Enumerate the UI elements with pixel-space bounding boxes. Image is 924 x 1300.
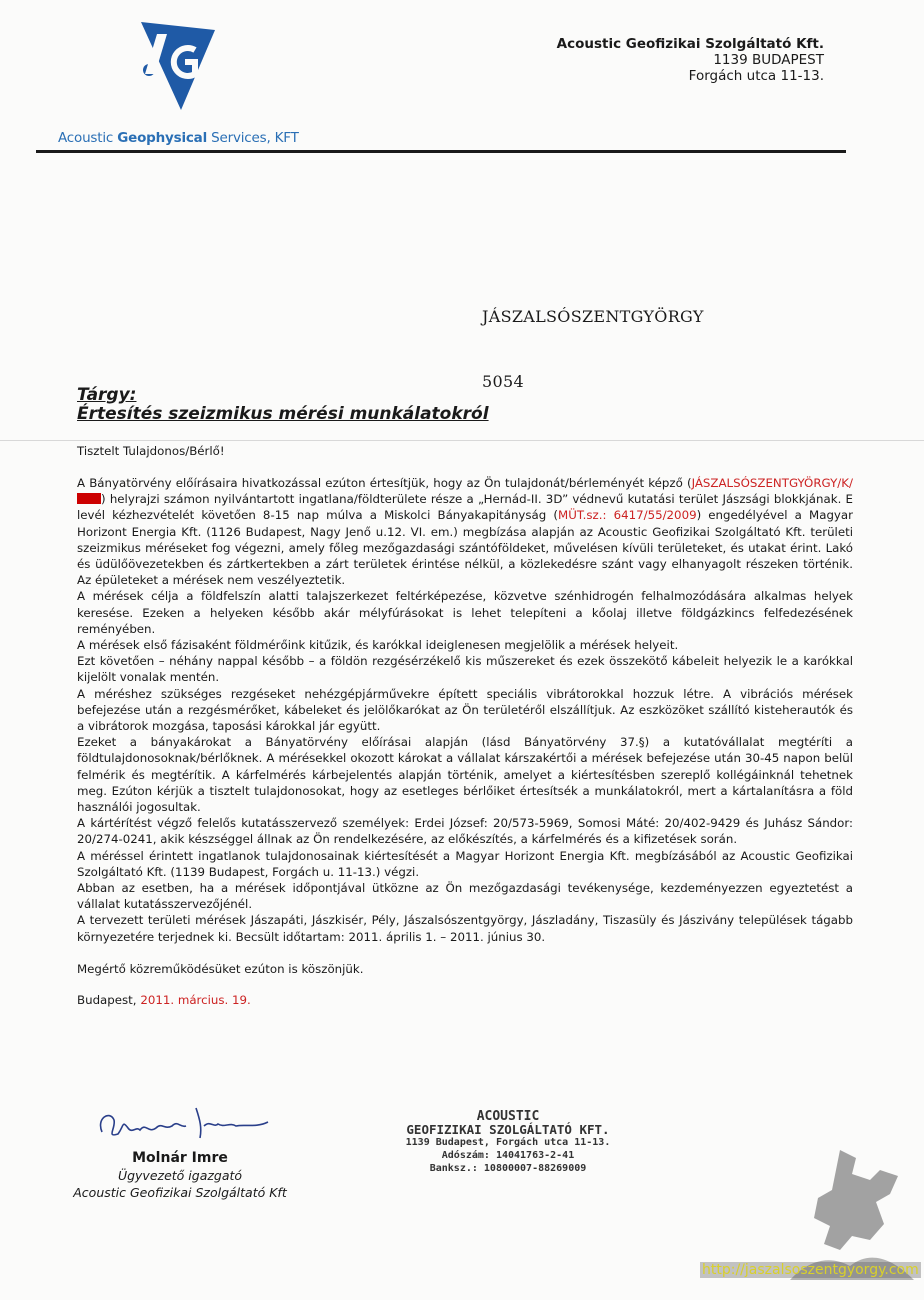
company-city: 1139 BUDAPEST	[713, 52, 824, 68]
paragraph: A méréshez szükséges rezgéseket nehézgépjárművekre épített speciális vibrátorokkal hozzuk létre. A vibrációs mérések befejezése után a rezgésmérőket, kábeleket és jelölőkarókat az Ön területéről elszállítjuk. Az eszközöket szállító kisteherautók és a vibrátorok mozgása, taposási károkkal jár együtt.	[77, 686, 853, 734]
paragraph: A méréssel érintett ingatlanok tulajdonosainak kiértesítését a Magyar Horizont Energia Kft. megbízásából az Acoustic Geofizikai Szolgáltató Kft. (1139 Budapest, Forgách u. 11-13.) végzi.	[77, 848, 853, 879]
permit-number: MÜT.sz.: 6417/55/2009	[558, 508, 697, 523]
paragraph: A mérések első fázisaként földmérőink kitűzik, és karókkal ideiglenesen megjelölik a mérések helyeit.	[77, 638, 679, 653]
paragraph: Ezt követően – néhány nappal később – a földön rezgésérzékelő kis műszereket és ezek összekötő kábeleit helyezik le a karókkal kijelölt vonalak mentén.	[77, 654, 853, 685]
redaction-mark	[77, 493, 101, 504]
recipient-postcode: 5054	[482, 372, 524, 391]
signatory	[60, 1150, 300, 1201]
closing-thanks: Megértő közreműködésüket ezúton is köszönjük.	[77, 962, 364, 976]
subject	[77, 386, 489, 424]
handwritten-signature	[92, 1098, 272, 1148]
paragraph: Abban az esetben, ha a mérések időpontjával ütközne az Ön mezőgazdasági tevékenysége, kezdeményezzen egyeztetést a vállalat kutatásszervezőjénél.	[77, 881, 853, 912]
paragraph: A kártérítést végző felelős kutatásszervező személyek: Erdei József: 20/573-5969, Somosi Máté: 20/402-9429 és Juhász Sándor: 20/274-0241, akik készséggel állnak az Ön rendelkezésére, az előkészítés, a kárfelmérés és a kifizetések során.	[77, 816, 853, 847]
watermark-url: http://jaszalsoszentgyorgy.com	[702, 1262, 919, 1278]
header-divider	[36, 150, 846, 153]
greeting: Tisztelt Tulajdonos/Bérlő!	[77, 444, 225, 458]
subject-title: Értesítés szeizmikus mérési munkálatokról	[77, 404, 489, 424]
closing-date: Budapest, 2011. március. 19.	[77, 993, 251, 1007]
company-logo-icon	[137, 22, 215, 110]
scan-line	[0, 440, 924, 441]
signatory-name: Molnár Imre	[132, 1150, 228, 1166]
company-name: Acoustic Geofizikai Szolgáltató Kft.	[556, 36, 824, 52]
parcel-number: JÁSZALSÓSZENTGYÖRGY/K/	[691, 476, 853, 490]
signatory-org: Acoustic Geofizikai Szolgáltató Kft	[73, 1185, 287, 1200]
letter-body	[77, 475, 853, 945]
paragraph: A Bányatörvény előírásaira hivatkozással ezúton értesítjük, hogy az Ön tulajdonát/bérleményét képző (JÁSZALSÓSZENTGYÖRGY/K/) helyrajzi számon nyilvántartott ingatlana/földterülete része a „Hernád-II. 3D” védnevű kutatási terület Jászsági blokkjának. E levél kézhezvételét követően 8-15 nap múlva a Miskolci Bányakapitányság (MÜT.sz.: 6417/55/2009) engedélyével a Magyar Horizont Energia Kft. (1126 Budapest, Nagy Jenő u.12. VI. em.) megbízása alapján az Acoustic Geofizikai Szolgáltató Kft. területi szeizmikus méréseket fog végezni, amely főleg mezőgazdasági szántóföldeket, művelésen kívüli területeket, és utakat érint. Lakó és üdülőövezetekben és zártkertekben a zárt területek érintése nélkül, a közlekedésre szánt vagy elhanyagolt részeken történik. Az épületeket a mérések nem veszélyeztetik.	[77, 476, 853, 588]
company-address	[557, 36, 824, 84]
signatory-role: Ügyvezető igazgató	[117, 1168, 243, 1183]
paragraph: A mérések célja a földfelszín alatti talajszerkezet feltérképezése, közvetve szénhidrogén felhalmozódására alkalmas helyek keresése. Ezeken a helyeken később akár mélyfúrásokat is lehet telepíteni a kőolaj illetve földgázkincs felfedezésének reményében.	[77, 589, 853, 636]
company-street: Forgách utca 11-13.	[688, 68, 824, 84]
paragraph: A tervezett területi mérések Jászapáti, Jászkisér, Pély, Jászalsószentgyörgy, Jászladány, Tiszasüly és Jászivány települések tágabb környezetére terjednek ki. Becsült időtartam: 2011. április 1. – 2011. június 30.	[77, 913, 853, 944]
company-stamp: ACOUSTIC GEOFIZIKAI SZOLGÁLTATÓ KFT. 1139 Budapest, Forgách utca 11-13. Adószám: 14041763-2-41 Banksz.: 10800007-88269009	[405, 1109, 611, 1174]
paragraph: Ezeket a bányakárokat a Bányatörvény előírásai alapján (lásd Bányatörvény 37.§) a kutatóvállalat megtéríti a földtulajdonosoknak/bérlőknek. A mérésekkel okozott károkat a vállalat kárszakértői a mérések befejezése után 30-45 napon belül felmérik és megtérítik. A kárfelmérés kárbejelentés alapján történik, amelyet a kiértesítésben szereplő kollégáinknál tehetnek meg. Ezúton kérjük a tisztelt tulajdonosokat, hogy az esetleges bérlőiket értesítsék a munkálatokról, mert a kártalanításra a föld használói jogosultak.	[77, 735, 853, 815]
recipient-locality: JÁSZALSÓSZENTGYÖRGY	[482, 307, 704, 326]
brand-name: Acoustic Geophysical Services, KFT	[58, 130, 299, 146]
subject-label: Tárgy:	[77, 385, 137, 405]
